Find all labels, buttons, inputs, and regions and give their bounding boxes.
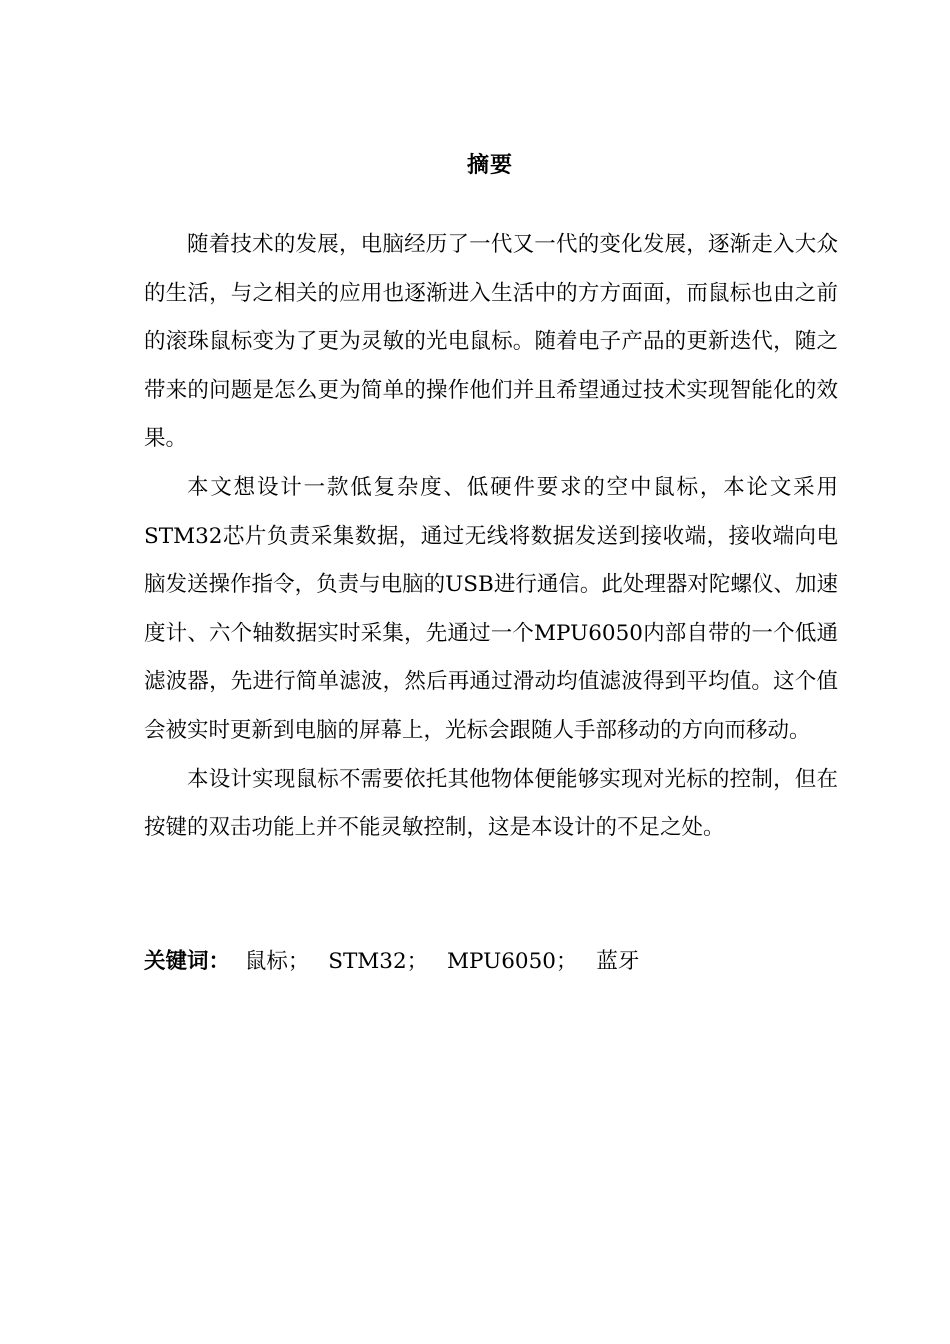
keyword-item: MPU6050； [447,949,578,974]
keywords-label: 关键词： [144,949,231,974]
keyword-item: 蓝牙 [596,949,640,974]
abstract-paragraph-3: 本设计实现鼠标不需要依托其他物体便能够实现对光标的控制，但在按键的双击功能上并不能灵敏控制，这是本设计的不足之处。 [144,766,838,841]
abstract-paragraph-1: 随着技术的发展，电脑经历了一代又一代的变化发展，逐渐走入大众的生活，与之相关的应用也逐渐进入生活中的方方面面，而鼠标也由之前的滚珠鼠标变为了更为灵敏的光电鼠标。随着电子产品的更新迭代，随之带来的问题是怎么更为简单的操作他们并且希望通过技术实现智能化的效果。 [144,232,838,452]
keyword-item: 鼠标； [244,949,310,974]
abstract-paragraph-2: 本文想设计一款低复杂度、低硬件要求的空中鼠标，本论文采用STM32芯片负责采集数据，通过无线将数据发送到接收端，接收端向电脑发送操作指令，负责与电脑的USB进行通信。此处理器对陀螺仪、加速度计、六个轴数据实时采集，先通过一个MPU6050内部自带的一个低通滤波器，先进行简单滤波，然后再通过滑动均值滤波得到平均值。这个值会被实时更新到电脑的屏幕上，光标会跟随人手部移动的方向而移动。 [144,474,838,743]
abstract-body [144,221,838,853]
abstract-title: 摘要 [466,153,513,178]
keyword-item: STM32； [328,949,429,974]
keywords-line [144,944,838,980]
